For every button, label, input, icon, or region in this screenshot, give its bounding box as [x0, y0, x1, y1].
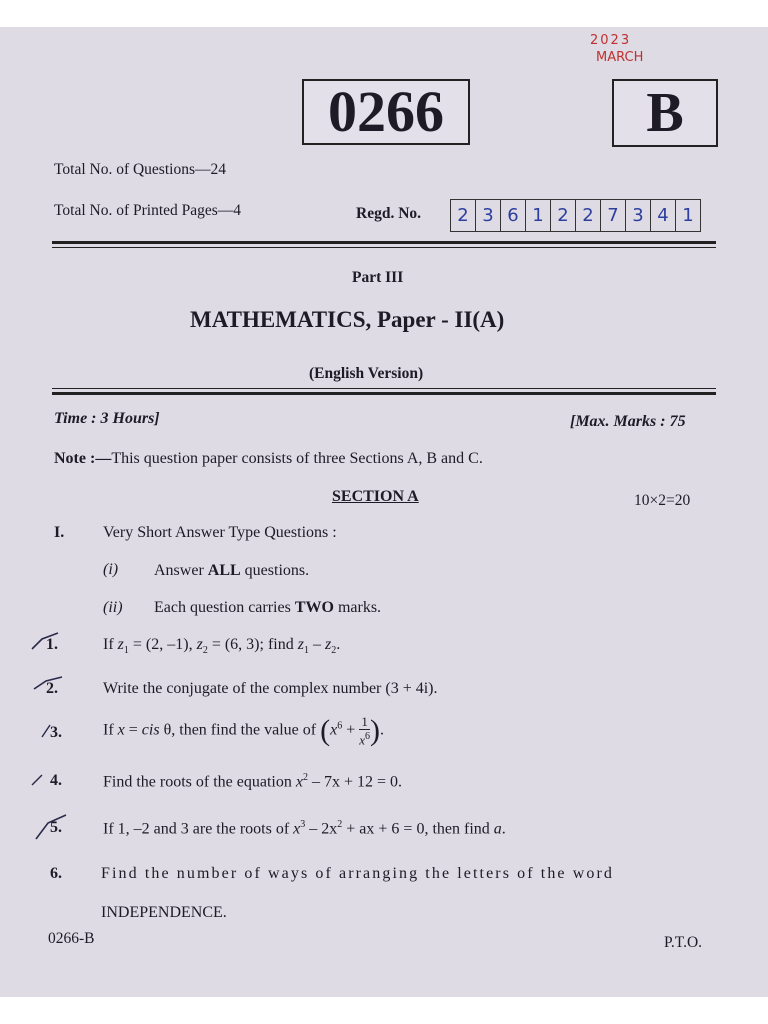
question-text: Find the roots of the equation $x^2 - 7x + 12 = 0$.	[103, 772, 403, 791]
question-number: 2.	[46, 680, 58, 697]
handwritten-year: 2023	[590, 33, 632, 48]
regd-digit: 2	[451, 200, 476, 231]
regd-label: Regd. No.	[356, 205, 422, 222]
section-roman: I.	[54, 524, 65, 541]
question-word: INDEPENDENCE.	[101, 904, 227, 921]
handwritten-ticks	[28, 627, 78, 857]
question-number: 5.	[50, 819, 62, 836]
instruction-text: Answer ALL questions.	[154, 562, 310, 579]
regd-digit: 2	[551, 200, 576, 231]
question-text: Write the conjugate of the complex number (3 + 4i).	[103, 680, 438, 697]
handwritten-month: MARCH	[596, 50, 644, 65]
paper-code: 0266	[328, 79, 444, 144]
footer-code: 0266-B	[48, 930, 95, 947]
instruction-number: (ii)	[103, 599, 123, 616]
question-text: If $z_1 = (2$, –1), $z_2 = (6$, 3); find $z_1 - z_2$.	[103, 636, 341, 657]
version-label: (English Version)	[309, 365, 424, 382]
header-rule-thick	[52, 241, 716, 244]
instruction-text: Each question carries TWO marks.	[154, 599, 382, 616]
paper-code-box	[302, 79, 470, 145]
regd-digit: 3	[626, 200, 651, 231]
subject-title: MATHEMATICS, Paper - II(A)	[190, 307, 505, 332]
regd-digit: 7	[601, 200, 626, 231]
question-paper-page	[0, 27, 768, 997]
instruction-number: (i)	[103, 561, 119, 578]
regd-number-boxes	[450, 199, 701, 232]
time-label: Time : 3 Hours]	[54, 410, 160, 427]
regd-digit: 3	[476, 200, 501, 231]
section-name: SECTION A	[332, 488, 419, 505]
max-marks-label: [Max. Marks : 75	[570, 413, 686, 430]
total-pages: Total No. of Printed Pages—4	[54, 202, 242, 219]
title-rule-thick	[52, 392, 716, 395]
section-heading: Very Short Answer Type Questions :	[103, 524, 337, 541]
set-label: B	[646, 82, 684, 144]
total-questions: Total No. of Questions—24	[54, 161, 226, 178]
regd-digit: 6	[501, 200, 526, 231]
question-number: 6.	[50, 865, 62, 882]
question-text: If x = cis θ, then find the value of ($x^6$ + $\frac{1}{x^6}$ ).	[103, 713, 385, 748]
note-line	[54, 450, 483, 468]
question-number: 3.	[50, 724, 62, 741]
page-turn-label: P.T.O.	[664, 934, 703, 951]
regd-digit: 2	[576, 200, 601, 231]
section-marks: 10×2=20	[634, 492, 691, 509]
title-rule-thin	[52, 388, 716, 389]
question-text: Find the number of ways of arranging the letters of the word	[101, 865, 615, 882]
note-text: This question paper consists of three Sections A, B and C.	[111, 450, 483, 467]
header-rule-thin	[52, 247, 716, 248]
note-label: Note :—	[54, 450, 112, 467]
set-label-box	[612, 79, 718, 147]
regd-digit: 4	[651, 200, 676, 231]
regd-digit: 1	[682, 205, 694, 226]
question-text: If 1, –2 and 3 are the roots of $x^3 - 2x^2$ + ax + 6 = 0, then find a.	[103, 819, 506, 838]
question-number: 4.	[50, 772, 62, 789]
question-number: 1.	[46, 636, 58, 653]
regd-digit: 1	[526, 200, 551, 231]
part-label: Part III	[352, 269, 404, 286]
